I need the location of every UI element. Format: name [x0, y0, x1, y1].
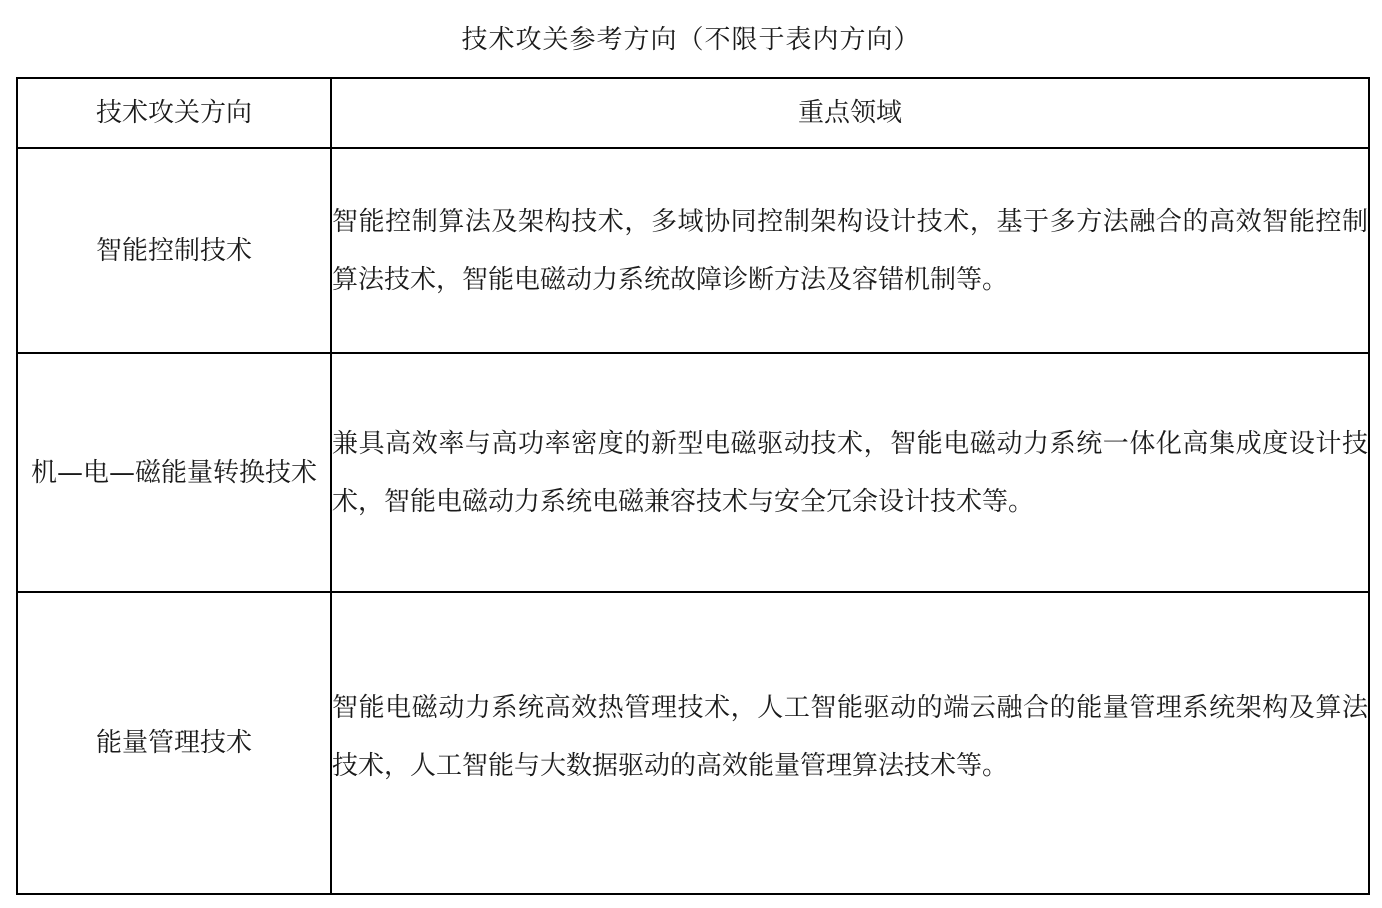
focus-cell: 智能电磁动力系统高效热管理技术，人工智能驱动的端云融合的能量管理系统架构及算法技术，人工智能与大数据驱动的高效能量管理算法技术等。: [331, 592, 1369, 894]
direction-cell: 机—电—磁能量转换技术: [17, 353, 331, 592]
page-title: 技术攻关参考方向（不限于表内方向）: [461, 25, 921, 55]
focus-cell: 智能控制算法及架构技术，多域协同控制架构设计技术，基于多方法融合的高效智能控制算法技术，智能电磁动力系统故障诊断方法及容错机制等。: [331, 148, 1369, 353]
table-row: [17, 148, 1369, 353]
header-tech-direction: 技术攻关方向: [17, 78, 331, 148]
direction-cell: 智能控制技术: [17, 148, 331, 353]
header-focus-area: 重点领域: [331, 78, 1369, 148]
table-header-row: [17, 78, 1369, 148]
direction-cell: 能量管理技术: [17, 592, 331, 894]
focus-cell: 兼具高效率与高功率密度的新型电磁驱动技术，智能电磁动力系统一体化高集成度设计技术，智能电磁动力系统电磁兼容技术与安全冗余设计技术等。: [331, 353, 1369, 592]
tech-direction-table: [16, 77, 1370, 895]
table-row: [17, 592, 1369, 894]
table-row: [17, 353, 1369, 592]
